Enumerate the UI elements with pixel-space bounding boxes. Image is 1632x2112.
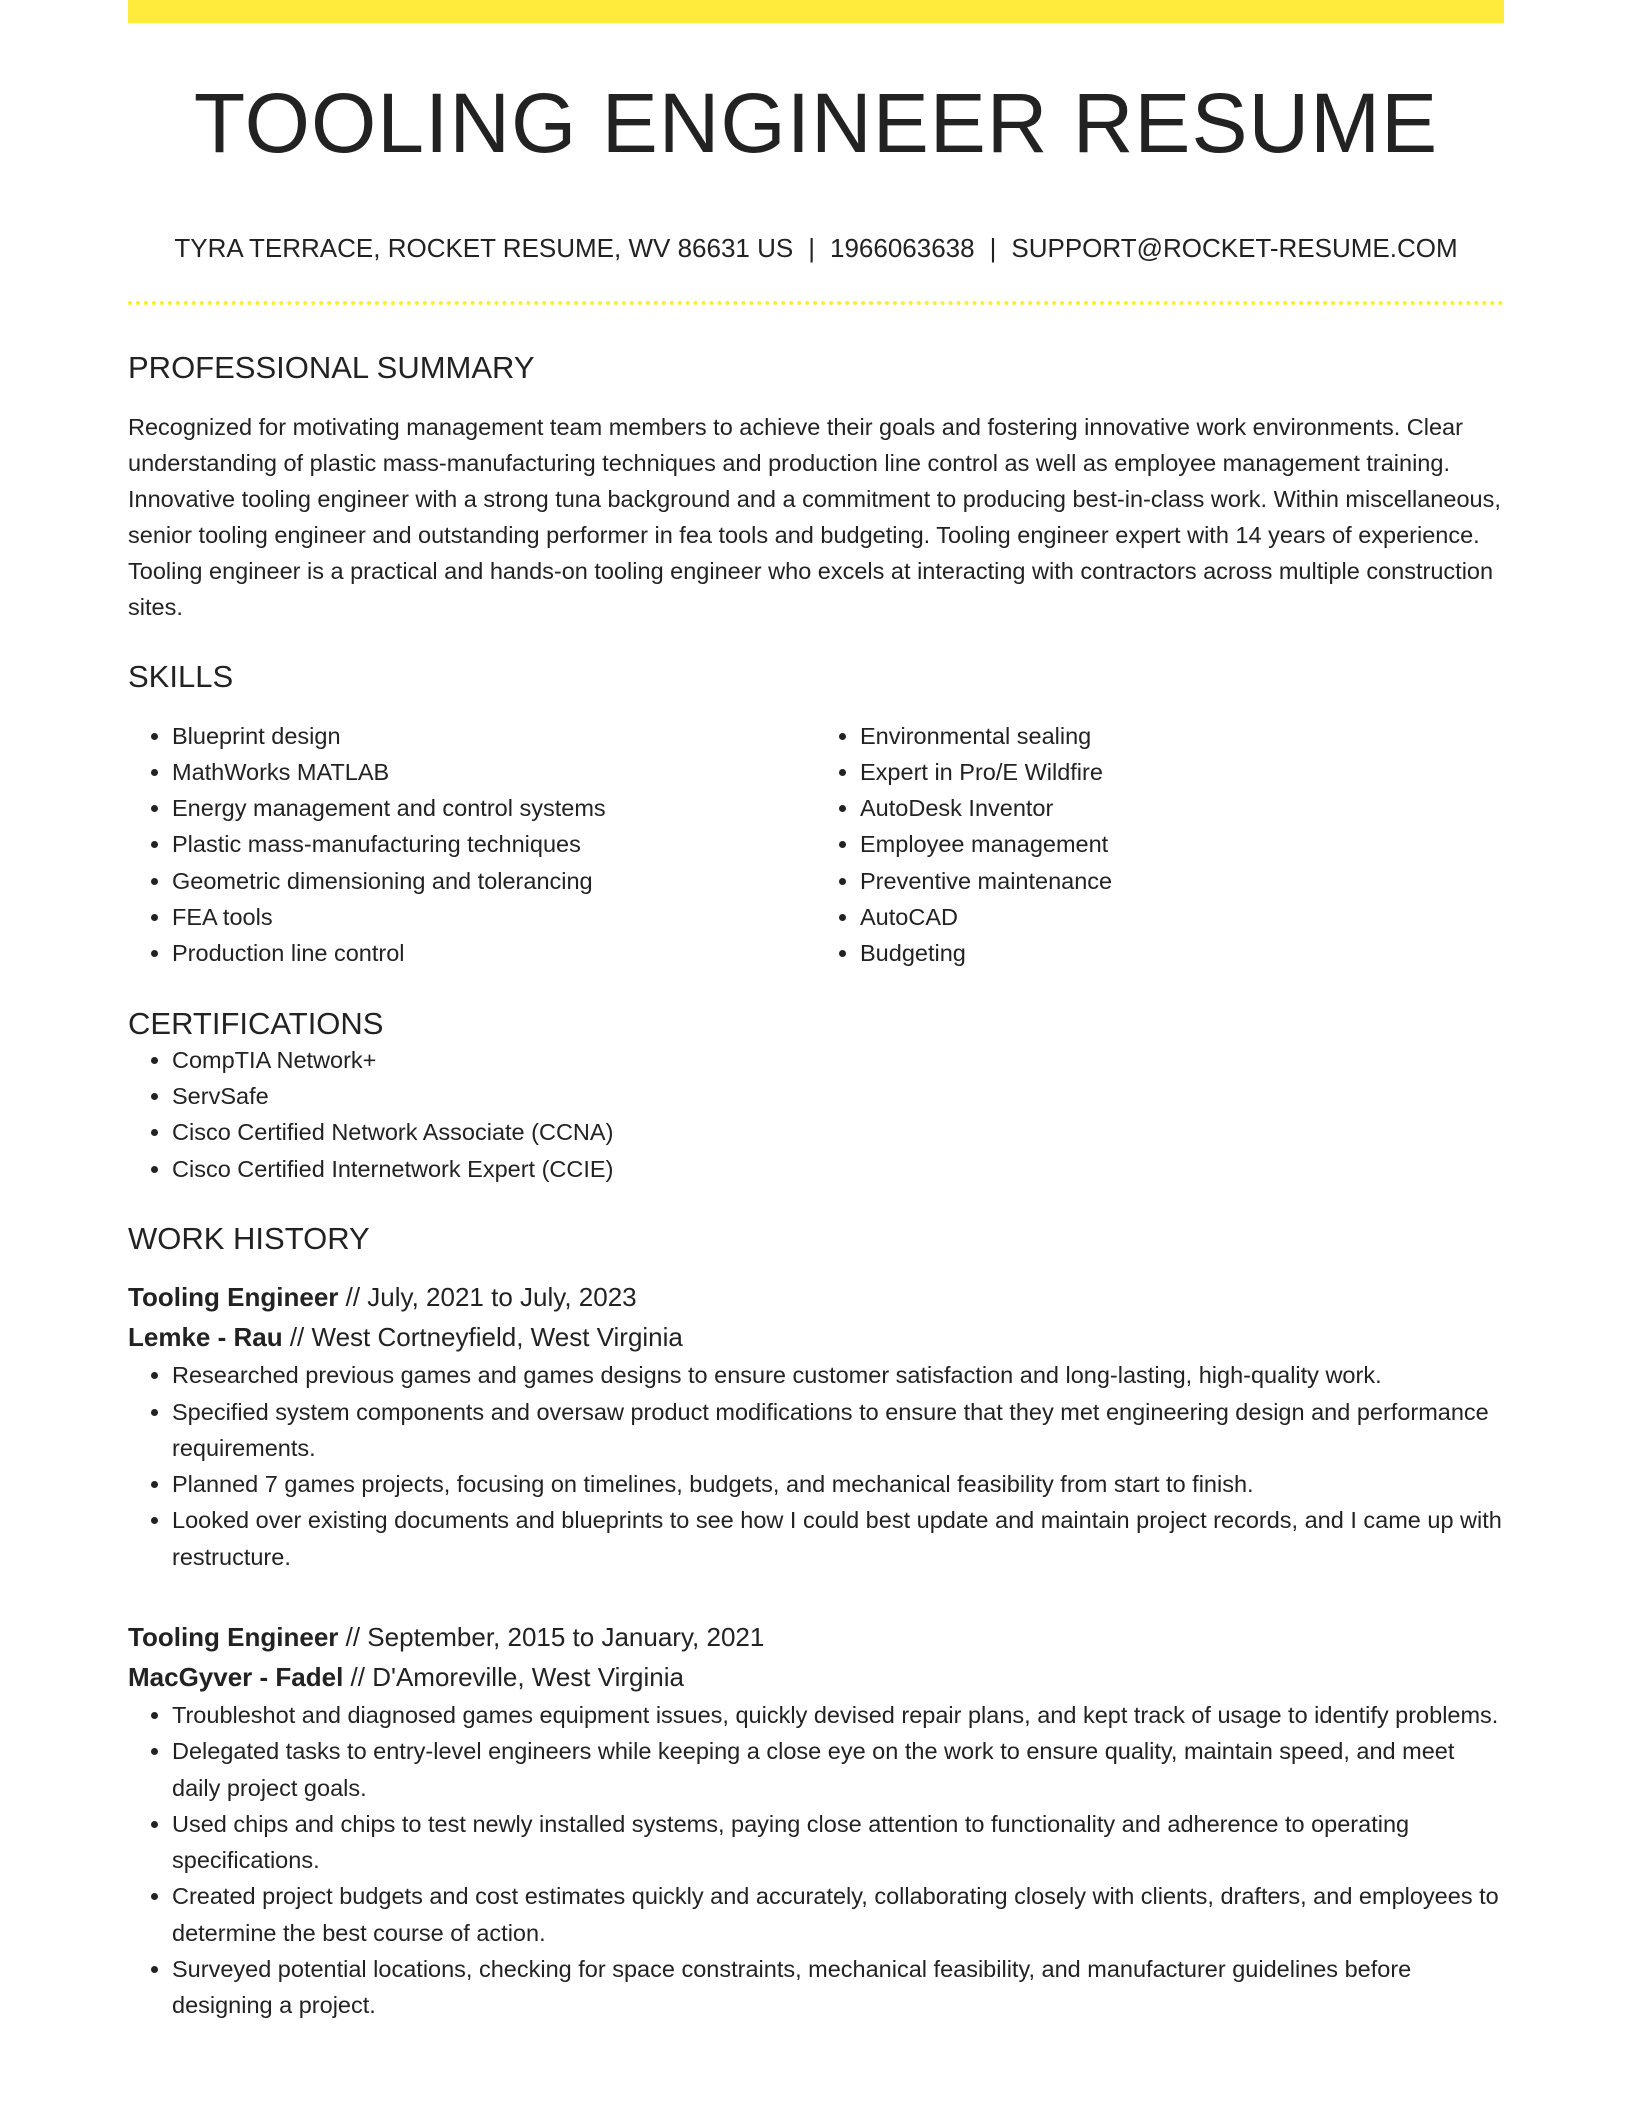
job-bullet-list bbox=[128, 1697, 1504, 2024]
skills-list-left bbox=[128, 718, 816, 972]
skill-item: • Geometric dimensioning and tolerancing bbox=[172, 863, 816, 899]
summary-text: Recognized for motivating management team members to achieve their goals and fostering innovative work environments. Clear understanding of plastic mass-manufacturing techniques and production line control as well as employee management training. Innovative tooling engineer with a strong tuna background and a commitment to producing best-in-class work. Within miscellaneous, senior tooling engineer and outstanding performer in fea tools and budgeting. Tooling engineer expert with 14 years of experience. Tooling engineer is a practical and hands-on tooling engineer who excels at interacting with contractors across multiple construction sites. bbox=[128, 414, 1501, 621]
job-bullet: • Specified system components and oversaw product modifications to ensure that they met engineering design and performance requirements. bbox=[172, 1394, 1504, 1467]
job-company: Lemke - Rau bbox=[128, 1322, 283, 1353]
skill-item: • Expert in Pro/E Wildfire bbox=[860, 754, 1504, 790]
certification-item: • Cisco Certified Network Associate (CCNA) bbox=[172, 1114, 1504, 1150]
job-bullet: • Looked over existing documents and blueprints to see how I could best update and maintain project records, and I came up with restructure. bbox=[172, 1502, 1504, 1575]
job-role-line bbox=[128, 1617, 1504, 1657]
skill-item: • Plastic mass-manufacturing techniques bbox=[172, 826, 816, 862]
job-company: MacGyver - Fadel bbox=[128, 1661, 344, 1692]
skills-grid bbox=[128, 718, 1504, 972]
contact-separator: | bbox=[808, 233, 815, 263]
contact-address: TYRA TERRACE, ROCKET RESUME, WV 86631 US bbox=[174, 233, 794, 263]
job-bullet: • Used chips and chips to test newly installed systems, paying close attention to functionality and adherence to operating specifications. bbox=[172, 1806, 1504, 1879]
skill-item: • Blueprint design bbox=[172, 718, 816, 754]
skill-item: • AutoDesk Inventor bbox=[860, 790, 1504, 826]
dotted-divider bbox=[128, 301, 1504, 305]
accent-bar bbox=[128, 0, 1504, 23]
resume-title: TOOLING ENGINEER RESUME bbox=[193, 76, 1439, 170]
skill-item: • FEA tools bbox=[172, 899, 816, 935]
job-dates: // September, 2015 to January, 2021 bbox=[338, 1621, 765, 1652]
job-entry bbox=[128, 1617, 1504, 2024]
skill-item: • MathWorks MATLAB bbox=[172, 754, 816, 790]
contact-line bbox=[128, 233, 1504, 264]
certifications-heading: CERTIFICATIONS bbox=[128, 1005, 384, 1041]
job-role-line bbox=[128, 1277, 1504, 1317]
contact-phone: 1966063638 bbox=[829, 233, 975, 263]
skill-item: • Preventive maintenance bbox=[860, 863, 1504, 899]
summary-heading: PROFESSIONAL SUMMARY bbox=[128, 350, 535, 386]
job-location: // West Cortneyfield, West Virginia bbox=[282, 1322, 683, 1353]
job-bullet: • Surveyed potential locations, checking for space constraints, mechanical feasibility, and manufacturer guidelines before designing a project. bbox=[172, 1951, 1504, 2024]
job-bullet: • Delegated tasks to entry-level engineers while keeping a close eye on the work to ensure quality, maintain speed, and meet daily project goals. bbox=[172, 1733, 1504, 1806]
job-role: Tooling Engineer bbox=[128, 1621, 339, 1652]
skill-item: • Production line control bbox=[172, 935, 816, 971]
job-company-line bbox=[128, 1317, 1504, 1357]
skill-item: • Energy management and control systems bbox=[172, 790, 816, 826]
job-bullet: • Troubleshot and diagnosed games equipment issues, quickly devised repair plans, and kept track of usage to identify problems. bbox=[172, 1697, 1504, 1733]
skill-item: • Employee management bbox=[860, 826, 1504, 862]
skills-heading: SKILLS bbox=[128, 659, 234, 695]
contact-separator: | bbox=[989, 233, 997, 263]
certification-item: • CompTIA Network+ bbox=[172, 1042, 1504, 1078]
resume-page bbox=[128, 0, 1504, 2024]
job-location: // D'Amoreville, West Virginia bbox=[343, 1661, 684, 1692]
job-bullet: • Planned 7 games projects, focusing on timelines, budgets, and mechanical feasibility from start to finish. bbox=[172, 1466, 1504, 1502]
job-role: Tooling Engineer bbox=[128, 1282, 339, 1313]
job-bullet-list bbox=[128, 1357, 1504, 1575]
contact-email: SUPPORT@ROCKET-RESUME.COM bbox=[1011, 233, 1458, 263]
job-bullet: • Researched previous games and games designs to ensure customer satisfaction and long-lasting, high-quality work. bbox=[172, 1357, 1504, 1393]
skill-item: • AutoCAD bbox=[860, 899, 1504, 935]
job-bullet: • Created project budgets and cost estimates quickly and accurately, collaborating closely with clients, drafters, and employees to determine the best course of action. bbox=[172, 1878, 1504, 1951]
job-company-line bbox=[128, 1657, 1504, 1697]
skill-item: • Budgeting bbox=[860, 935, 1504, 971]
skill-item: • Environmental sealing bbox=[860, 718, 1504, 754]
certifications-list bbox=[128, 1042, 1504, 1187]
certification-item: • Cisco Certified Internetwork Expert (CCIE) bbox=[172, 1151, 1504, 1187]
certification-item: • ServSafe bbox=[172, 1078, 1504, 1114]
skills-list-right bbox=[816, 718, 1504, 972]
job-entry bbox=[128, 1277, 1504, 1575]
job-dates: // July, 2021 to July, 2023 bbox=[338, 1282, 637, 1313]
work-history-heading: WORK HISTORY bbox=[128, 1221, 370, 1257]
